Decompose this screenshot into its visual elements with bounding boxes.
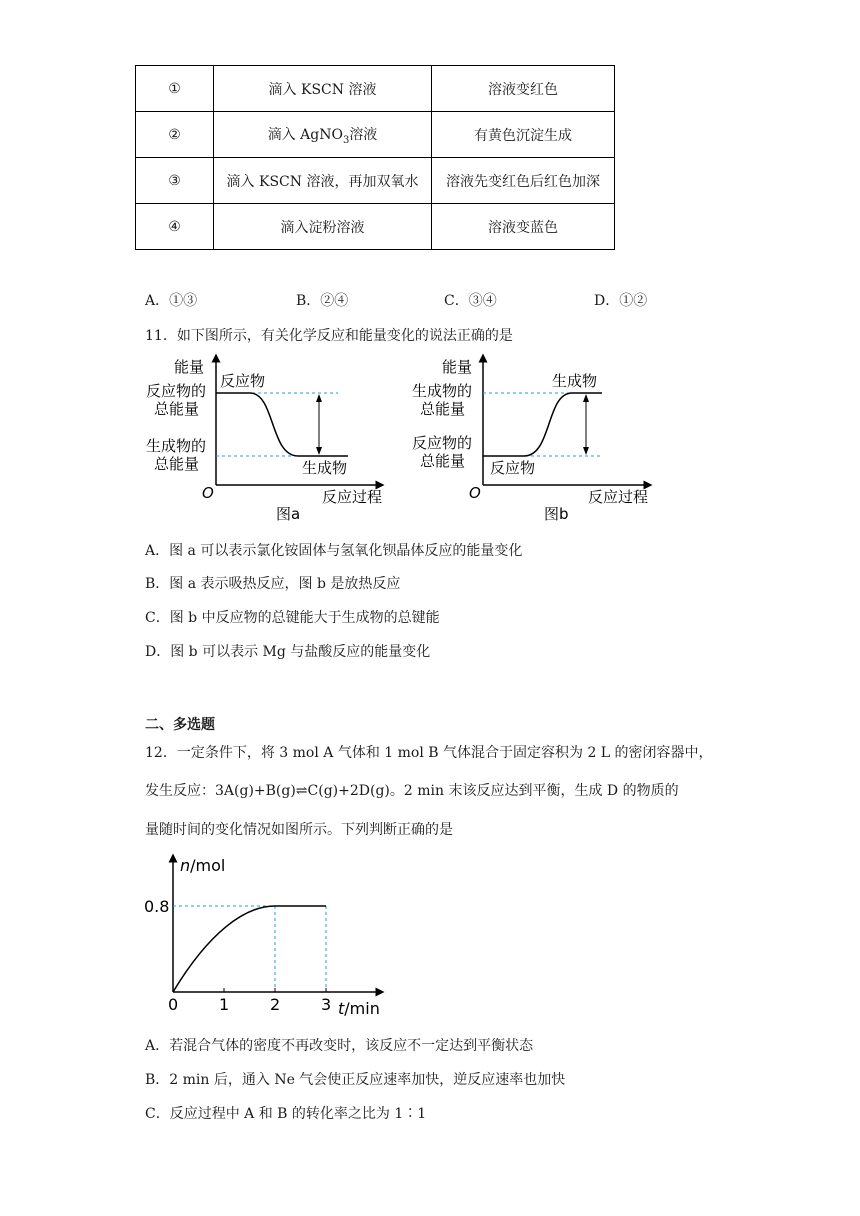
- op-subscript: 3: [342, 134, 350, 146]
- lower-left-line2: 总能量: [154, 455, 200, 473]
- x-tick-label: 3: [321, 995, 332, 1014]
- row-operation: 滴入 KSCN 溶液，再加双氧水: [214, 158, 432, 204]
- energy-diagram-b: [404, 352, 664, 527]
- x-axis-label: [338, 999, 380, 1018]
- arrowhead-down: [583, 447, 589, 455]
- energy-curve: [483, 393, 602, 456]
- row-result: 溶液变红色: [432, 66, 615, 112]
- series-line: [173, 906, 326, 992]
- lower-left-line1: 反应物的: [412, 434, 473, 452]
- q11-option-a: A．图 a 可以表示氯化铵固体与氢氧化钡晶体反应的能量变化: [145, 543, 523, 559]
- lower-left-line2: 总能量: [420, 452, 466, 470]
- op-text: 溶液: [349, 126, 378, 143]
- row-result: 溶液先变红色后红色加深: [432, 158, 615, 204]
- q11-option-b: B．图 a 表示吸热反应，图 b 是放热反应: [145, 576, 401, 592]
- row-number: ②: [136, 112, 214, 158]
- row-number: ④: [136, 204, 214, 250]
- q10-option-a: A．①③: [145, 293, 198, 309]
- q12-stem-line3: 量随时间的变化情况如图所示。下列判断正确的是: [145, 822, 453, 838]
- q10-option-d: D．①②: [594, 293, 648, 309]
- q12-stem-line2: [145, 780, 679, 800]
- q12-option-c: C．反应过程中 A 和 B 的转化率之比为 1∶1: [145, 1106, 427, 1122]
- stem-text: 。2 min 末该反应达到平衡，生成 D 的物质的: [389, 783, 679, 799]
- row-result: 有黄色沉淀生成: [432, 112, 615, 158]
- upper-curve-label: 反应物: [220, 372, 266, 390]
- x-tick-label: 2: [270, 995, 281, 1014]
- x-axis-label: 反应过程: [322, 488, 383, 506]
- q11-option-c: C．图 b 中反应物的总键能大于生成物的总键能: [145, 610, 440, 626]
- row-operation: 滴入 KSCN 溶液: [214, 66, 432, 112]
- row-result: 溶液变蓝色: [432, 204, 615, 250]
- y-tick-label: 0.8: [144, 897, 170, 916]
- q10-option-c: C．③④: [444, 293, 497, 309]
- arrowhead-up: [583, 394, 589, 402]
- row-number: ③: [136, 158, 214, 204]
- y-axis-label: 能量: [174, 358, 205, 376]
- reaction-equation: 3A(g)+B(g)⇌C(g)+2D(g): [215, 783, 390, 799]
- upper-curve-label: 生成物: [552, 372, 598, 390]
- upper-left-line1: 生成物的: [412, 382, 473, 400]
- origin-label: O: [202, 484, 214, 502]
- stem-text: 发生反应：: [145, 783, 215, 799]
- arrowhead-up: [316, 394, 322, 402]
- y-axis-label: 能量: [442, 358, 473, 376]
- x-axis-label: 反应过程: [588, 488, 649, 506]
- lower-left-line1: 生成物的: [146, 437, 207, 455]
- q11-option-d: D．图 b 可以表示 Mg 与盐酸反应的能量变化: [145, 644, 431, 660]
- y-axis-label: [180, 856, 225, 875]
- table-row: [136, 204, 615, 250]
- q10-option-b: B．②④: [296, 293, 349, 309]
- experiment-table: [135, 65, 615, 250]
- table-row: [136, 112, 615, 158]
- op-text: 滴入 AgNO: [267, 126, 343, 143]
- energy-curve: [216, 393, 348, 456]
- x-tick-label: 1: [219, 995, 230, 1014]
- x-axis-var: t: [338, 999, 345, 1018]
- q12-option-a: A．若混合气体的密度不再改变时，该反应不一定达到平衡状态: [145, 1038, 534, 1054]
- energy-diagram-a: [140, 352, 400, 527]
- row-operation: 滴入淀粉溶液: [214, 204, 432, 250]
- upper-left-line2: 总能量: [420, 400, 466, 418]
- lower-curve-label: 反应物: [490, 459, 536, 477]
- origin-label: O: [469, 484, 481, 502]
- y-axis-unit: /mol: [190, 856, 226, 875]
- x-axis-unit: /min: [344, 999, 380, 1018]
- row-number: ①: [136, 66, 214, 112]
- arrowhead-down: [316, 447, 322, 455]
- row-operation: [214, 112, 432, 158]
- q12-option-b: B．2 min 后，通入 Ne 气会使正反应速率加快，逆反应速率也加快: [145, 1072, 566, 1088]
- q12-stem-line1: 12．一定条件下，将 3 mol A 气体和 1 mol B 气体混合于固定容积为 2 L 的密闭容器中，: [145, 745, 713, 761]
- upper-left-line2: 总能量: [154, 400, 200, 418]
- upper-left-line1: 反应物的: [146, 382, 207, 400]
- x-tick-label: 0: [168, 995, 179, 1014]
- figure-caption: 图a: [276, 505, 301, 523]
- lower-curve-label: 生成物: [302, 459, 348, 477]
- table-row: [136, 158, 615, 204]
- q11-stem: 11．如下图所示，有关化学反应和能量变化的说法正确的是: [145, 328, 513, 344]
- section-heading: 二、多选题: [145, 717, 215, 733]
- table-row: [136, 66, 615, 112]
- amount-time-chart: [140, 852, 400, 1027]
- figure-caption: 图b: [544, 505, 569, 523]
- y-axis-var: n: [180, 856, 191, 875]
